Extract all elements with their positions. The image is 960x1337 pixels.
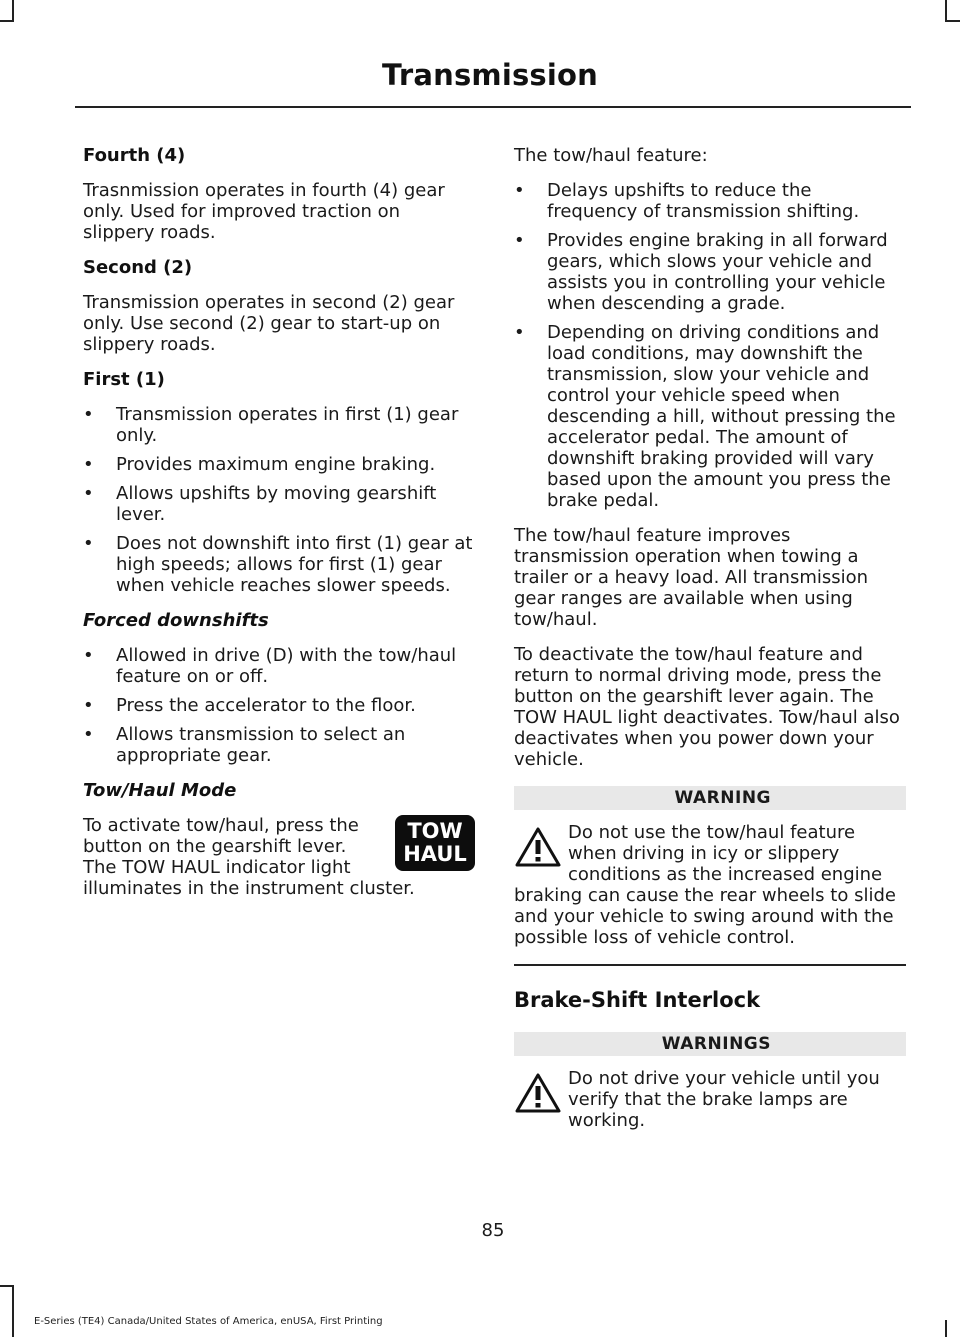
towhaul-heading: Tow/Haul Mode	[83, 780, 237, 801]
list-item: • Provides maximum engine braking.	[83, 454, 475, 475]
list-item: • Provides engine braking in all forward gears, which slows your vehicle and assists you in controlling your vehicle when descending a grade.	[514, 230, 906, 314]
list-item: • Depending on driving conditions and load conditions, may downshift the transmission, slow your vehicle and control your vehicle speed when descending a hill, without pressing the accelerator pedal. The amount of downshift braking provided will vary based upon the amount you press the brake pedal.	[514, 322, 906, 511]
improves-text: The tow/haul feature improves transmission operation when towing a trailer or a heavy load. All transmission gear ranges are available when using tow/haul.	[514, 525, 869, 630]
crop-mark	[12, 1285, 14, 1337]
warning-triangle-icon	[514, 826, 562, 868]
warning-text: Do not use the tow/haul feature when driving in icy or slippery conditions as the increased engine braking can cause the rear wheels to slide and your vehicle to swing around with the possible loss of vehicle control.	[514, 822, 896, 948]
second-text: Transmission operates in second (2) gear only. Use second (2) gear to start-up on slippery roads.	[83, 292, 455, 355]
page-number: 85	[481, 1220, 505, 1241]
crop-mark	[945, 20, 960, 22]
fourth-heading: Fourth (4)	[83, 145, 186, 166]
deactivate-text: To deactivate the tow/haul feature and return to normal driving mode, press the button on the gearshift lever again. The TOW HAUL light deactivates. Tow/haul also deactivates when you power down your vehicle.	[514, 644, 900, 770]
feature-bullet-list	[514, 180, 906, 511]
fourth-text: Trasnmission operates in fourth (4) gear only. Used for improved traction on slippery roads.	[83, 180, 445, 243]
crop-mark	[945, 1320, 947, 1337]
crop-mark	[12, 0, 14, 20]
feature-intro: The tow/haul feature:	[514, 145, 708, 166]
right-column	[514, 145, 906, 1147]
crop-mark	[0, 1285, 14, 1287]
warnings-box	[514, 1068, 906, 1131]
warning-triangle-icon	[514, 1072, 562, 1114]
warning-box	[514, 822, 906, 948]
towhaul-text: To activate tow/haul, press the button on the gearshift lever. The TOW HAUL indicator light illuminates in the instrument cluster.	[83, 815, 415, 899]
tow-haul-icon	[395, 815, 475, 871]
first-bullet-list	[83, 404, 475, 596]
first-heading: First (1)	[83, 369, 165, 390]
forced-downshifts-heading: Forced downshifts	[83, 610, 269, 631]
list-item: • Transmission operates in first (1) gear only.	[83, 404, 475, 446]
footer-printing: E-Series (TE4) Canada/United States of America, enUSA, First Printing	[34, 1316, 383, 1327]
list-item: • Press the accelerator to the floor.	[83, 695, 475, 716]
brake-shift-heading: Brake-Shift Interlock	[514, 988, 761, 1012]
list-item: • Allowed in drive (D) with the tow/haul feature on or off.	[83, 645, 475, 687]
towhaul-paragraph	[83, 815, 475, 899]
warning-rule	[514, 964, 906, 966]
tow-haul-icon-line: HAUL	[403, 842, 467, 866]
tow-haul-icon-line: TOW	[407, 819, 463, 843]
crop-mark	[0, 20, 14, 22]
crop-mark	[945, 0, 947, 20]
left-column	[83, 145, 475, 913]
warnings-label: WARNINGS	[514, 1032, 906, 1056]
warning-label: WARNING	[514, 786, 906, 810]
header-rule	[75, 106, 911, 108]
list-item: • Does not downshift into first (1) gear at high speeds; allows for first (1) gear when vehicle reaches slower speeds.	[83, 533, 475, 596]
page-title: Transmission	[382, 58, 598, 92]
forced-bullet-list	[83, 645, 475, 766]
list-item: • Delays upshifts to reduce the frequency of transmission shifting.	[514, 180, 906, 222]
list-item: • Allows transmission to select an appropriate gear.	[83, 724, 475, 766]
list-item: • Allows upshifts by moving gearshift lever.	[83, 483, 475, 525]
warnings-text: Do not drive your vehicle until you verify that the brake lamps are working.	[568, 1068, 880, 1131]
second-heading: Second (2)	[83, 257, 193, 278]
